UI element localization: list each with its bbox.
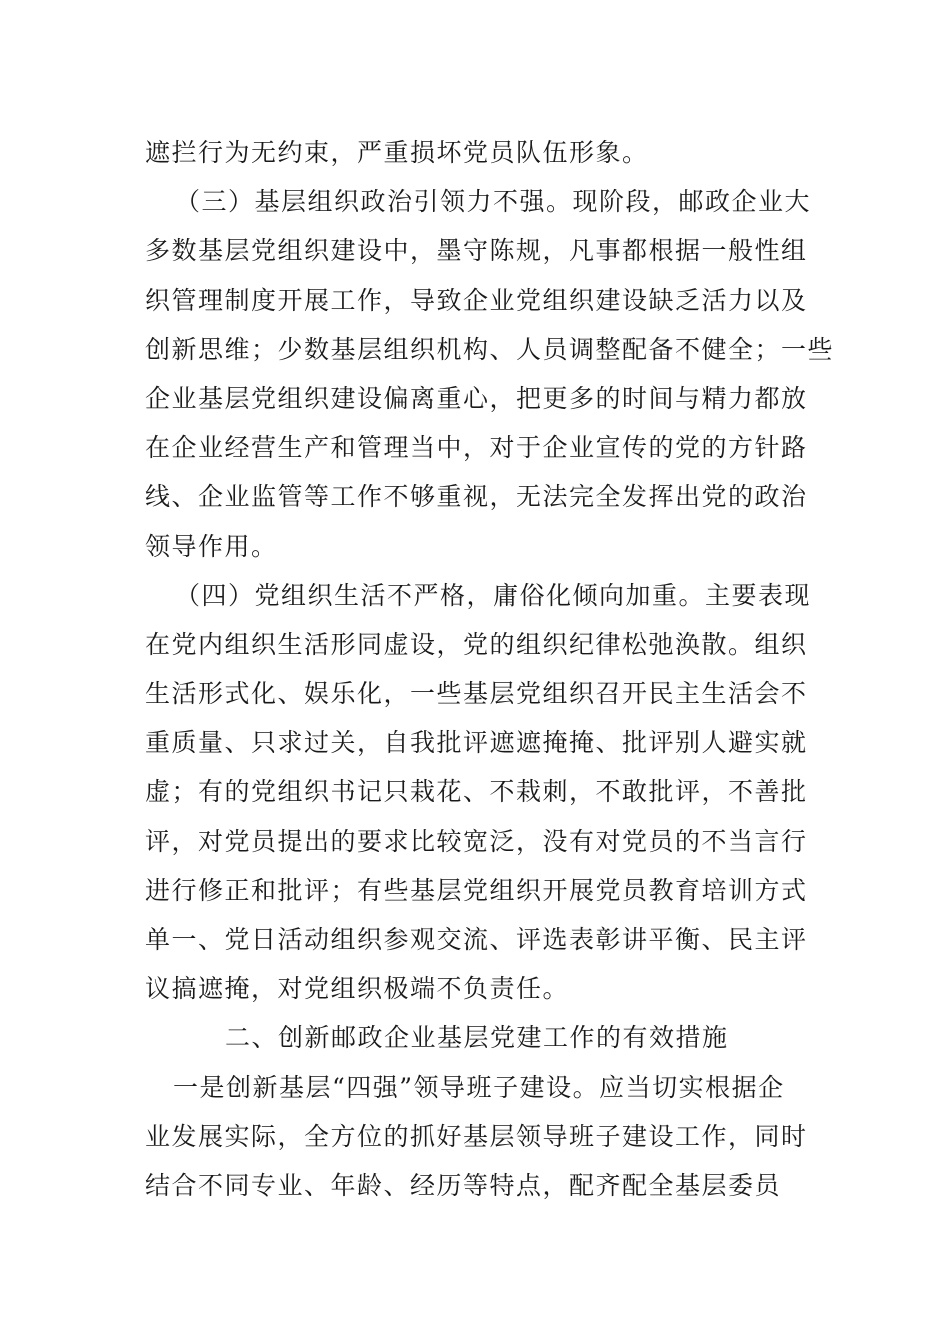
text-line: 在党内组织生活形同虚设，党的组织纪律松弛涣散。组织 [145, 629, 808, 659]
text-line: 虚；有的党组织书记只栽花、不栽刺，不敢批评，不善批 [145, 777, 808, 807]
text-line: 织管理制度开展工作，导致企业党组织建设缺乏活力以及 [145, 285, 808, 315]
section-three-heading-line: （三）基层组织政治引领力不强。现阶段，邮政企业大 [175, 187, 812, 217]
text-line: 结合不同专业、年龄、经历等特点，配齐配全基层委员 [145, 1170, 782, 1200]
text-line: 线、企业监管等工作不够重视，无法完全发挥出党的政治 [145, 482, 808, 512]
text-line: 议搞遮掩，对党组织极端不负责任。 [145, 974, 570, 1004]
text-line: 创新思维；少数基层组织机构、人员调整配备不健全；一些 [145, 334, 835, 364]
text-line: 重质量、只求过关，自我批评遮遮掩掩、批评别人避实就 [145, 728, 808, 758]
text-line: 遮拦行为无约束，严重损坏党员队伍形象。 [145, 138, 649, 167]
section-heading: 二、创新邮政企业基层党建工作的有效措施 [225, 1023, 729, 1053]
text-line: 在企业经营生产和管理当中，对于企业宣传的党的方针路 [145, 433, 808, 463]
text-line: 业发展实际，全方位的抓好基层领导班子建设工作，同时 [145, 1121, 808, 1151]
measure-one-line: 一是创新基层“四强”领导班子建设。应当切实根据企 [173, 1072, 785, 1102]
section-four-heading-line: （四）党组织生活不严格，庸俗化倾向加重。主要表现 [175, 580, 812, 610]
text-line: 领导作用。 [145, 531, 278, 561]
text-line: 单一、党日活动组织参观交流、评选表彰讲平衡、民主评 [145, 925, 808, 954]
text-line: 进行修正和批评；有些基层党组织开展党员教育培训方式 [145, 875, 808, 905]
body-text [145, 128, 835, 1210]
text-line: 多数基层党组织建设中，墨守陈规，凡事都根据一般性组 [145, 236, 808, 266]
text-line: 企业基层党组织建设偏离重心，把更多的时间与精力都放 [145, 383, 808, 413]
text-line: 评，对党员提出的要求比较宽泛，没有对党员的不当言行 [145, 826, 808, 856]
text-line: 生活形式化、娱乐化，一些基层党组织召开民主生活会不 [145, 679, 808, 709]
